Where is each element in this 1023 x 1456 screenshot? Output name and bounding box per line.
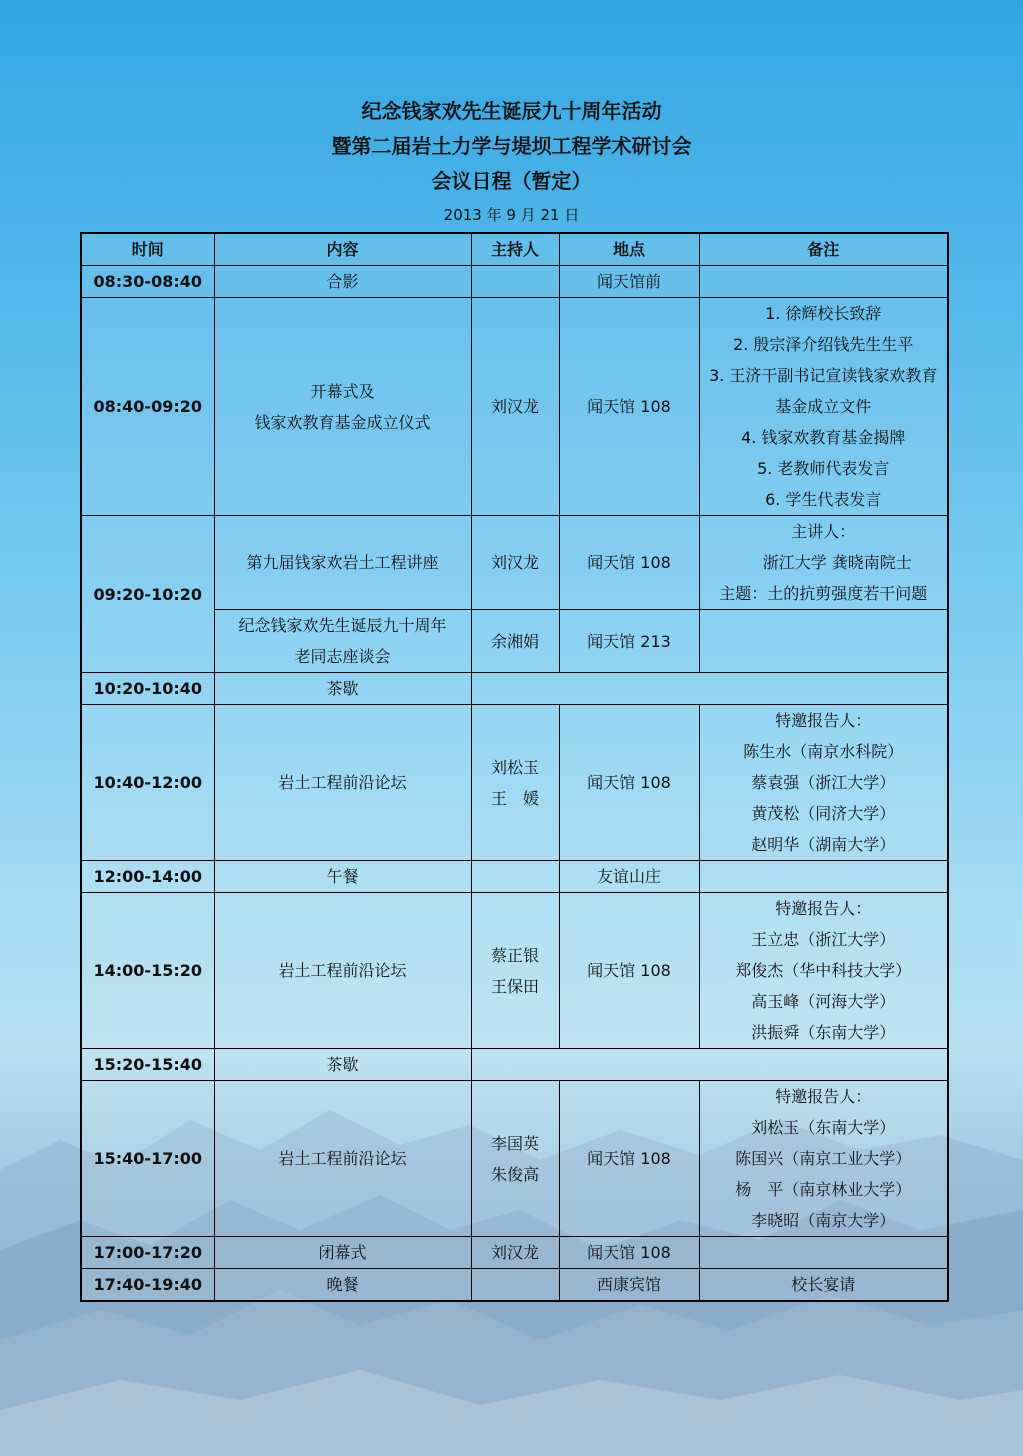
host-cell: [471, 705, 559, 861]
notes-cell: [699, 705, 948, 861]
note-line: 李晓昭（南京大学）: [751, 1211, 896, 1230]
time-cell: 09:20-10:20: [81, 516, 214, 673]
content-cell: 闭幕式: [214, 1237, 471, 1269]
content-line: 开幕式及: [310, 381, 375, 401]
content-cell: 第九届钱家欢岩土工程讲座: [214, 516, 471, 610]
note-line: 4. 钱家欢教育基金揭牌: [741, 428, 906, 447]
note-line: 2. 殷宗泽介绍钱先生生平: [733, 335, 914, 354]
host-cell: [471, 1081, 559, 1237]
place-cell: 闻天馆 108: [559, 1081, 699, 1237]
content-cell: [214, 298, 471, 516]
time-cell: 17:40-19:40: [81, 1269, 214, 1302]
host-line: 王 媛: [490, 788, 539, 808]
host-cell: 刘汉龙: [471, 298, 559, 516]
table-row: [81, 298, 948, 516]
time-cell: 12:00-14:00: [81, 861, 214, 893]
table-row: [81, 516, 948, 610]
table-row: [81, 1049, 948, 1081]
host-cell: [471, 861, 559, 893]
host-cell: [471, 266, 559, 298]
content-cell: [214, 610, 471, 673]
notes-cell: [699, 610, 948, 673]
header-content: 内容: [214, 233, 471, 266]
time-cell: 14:00-15:20: [81, 893, 214, 1049]
notes-cell: [699, 893, 948, 1049]
title-line-1: 纪念钱家欢先生诞辰九十周年活动: [361, 99, 662, 123]
note-line: 洪振舜（东南大学）: [751, 1023, 896, 1042]
note-line: 杨 平（南京林业大学）: [735, 1180, 912, 1199]
table-row: [81, 673, 948, 705]
note-line: 特邀报告人：: [775, 1087, 872, 1106]
host-line: 王保田: [490, 976, 539, 996]
place-cell: 闻天馆 108: [559, 893, 699, 1049]
header-block: [0, 94, 1023, 229]
header-row: [81, 233, 948, 266]
time-cell: 08:30-08:40: [81, 266, 214, 298]
header-place: 地点: [559, 233, 699, 266]
host-cell: [471, 1269, 559, 1302]
content-cell: 岩土工程前沿论坛: [214, 705, 471, 861]
place-cell: 闻天馆前: [559, 266, 699, 298]
note-line: 赵明华（湖南大学）: [751, 835, 896, 854]
note-line: 浙江大学 龚晓南院士: [762, 553, 912, 572]
content-cell: 午餐: [214, 861, 471, 893]
note-line: 6. 学生代表发言: [765, 490, 882, 509]
host-line: 朱俊高: [490, 1164, 539, 1184]
table-row: [81, 893, 948, 1049]
note-line: 5. 老教师代表发言: [757, 459, 890, 478]
place-cell: 闻天馆 108: [559, 705, 699, 861]
note-line: 特邀报告人：: [775, 899, 872, 918]
title-line-2: 暨第二届岩土力学与堤坝工程学术研讨会: [331, 134, 692, 158]
table-row: [81, 1269, 948, 1302]
note-line: 陈生水（南京水科院）: [743, 742, 904, 761]
host-cell: 余湘娟: [471, 610, 559, 673]
content-cell: 岩土工程前沿论坛: [214, 1081, 471, 1237]
note-line: 王立忠（浙江大学）: [751, 930, 896, 949]
break-span-cell: [471, 1049, 948, 1081]
note-line: 刘松玉（东南大学）: [751, 1118, 896, 1137]
title-line-3: 会议日程（暂定）: [431, 169, 592, 193]
header-host: 主持人: [471, 233, 559, 266]
notes-cell: [699, 298, 948, 516]
place-cell: 西康宾馆: [559, 1269, 699, 1302]
time-cell: 17:00-17:20: [81, 1237, 214, 1269]
time-cell: 15:40-17:00: [81, 1081, 214, 1237]
note-line: 郑俊杰（华中科技大学）: [735, 961, 912, 980]
content-cell: 岩土工程前沿论坛: [214, 893, 471, 1049]
schedule-date: 2013 年 9 月 21 日: [443, 206, 580, 224]
schedule-table: [80, 232, 949, 1302]
table-row: [81, 861, 948, 893]
notes-cell: [699, 1081, 948, 1237]
table-row: [81, 705, 948, 861]
notes-cell: [699, 266, 948, 298]
content-cell: 茶歇: [214, 1049, 471, 1081]
note-line: 主讲人：: [791, 522, 856, 541]
table-row: [81, 1237, 948, 1269]
note-line: 特邀报告人：: [775, 711, 872, 730]
time-cell: 15:20-15:40: [81, 1049, 214, 1081]
notes-cell: [699, 1237, 948, 1269]
place-cell: 友谊山庄: [559, 861, 699, 893]
note-line: 高玉峰（河海大学）: [751, 992, 896, 1011]
notes-cell: [699, 861, 948, 893]
place-cell: 闻天馆 108: [559, 516, 699, 610]
host-cell: [471, 893, 559, 1049]
content-cell: 合影: [214, 266, 471, 298]
break-span-cell: [471, 673, 948, 705]
host-cell: 刘汉龙: [471, 1237, 559, 1269]
notes-cell: [699, 516, 948, 610]
note-line: 蔡袁强（浙江大学）: [751, 773, 896, 792]
note-line: 陈国兴（南京工业大学）: [735, 1149, 912, 1168]
time-cell: 10:40-12:00: [81, 705, 214, 861]
time-cell: 10:20-10:40: [81, 673, 214, 705]
place-cell: 闻天馆 108: [559, 1237, 699, 1269]
content-cell: 茶歇: [214, 673, 471, 705]
host-line: 蔡正银: [490, 945, 539, 965]
table-row: [81, 266, 948, 298]
content-cell: 晚餐: [214, 1269, 471, 1302]
header-time: 时间: [81, 233, 214, 266]
place-cell: 闻天馆 108: [559, 298, 699, 516]
time-cell: 08:40-09:20: [81, 298, 214, 516]
content-line: 老同志座谈会: [294, 647, 391, 666]
table-row: [81, 1081, 948, 1237]
place-cell: 闻天馆 213: [559, 610, 699, 673]
host-line: 刘松玉: [490, 757, 539, 777]
host-cell: 刘汉龙: [471, 516, 559, 610]
header-notes: 备注: [699, 233, 948, 266]
notes-cell: 校长宴请: [699, 1269, 948, 1302]
host-line: 李国英: [490, 1133, 539, 1153]
note-line: 黄茂松（同济大学）: [751, 804, 896, 823]
note-line: 主题：土的抗剪强度若干问题: [719, 584, 928, 603]
content-line: 纪念钱家欢先生诞辰九十周年: [238, 616, 447, 635]
content-line: 钱家欢教育基金成立仪式: [254, 412, 431, 432]
note-line: 1. 徐辉校长致辞: [765, 304, 882, 323]
note-line: 3. 王济干副书记宣读钱家欢教育基金成立文件: [709, 366, 938, 416]
